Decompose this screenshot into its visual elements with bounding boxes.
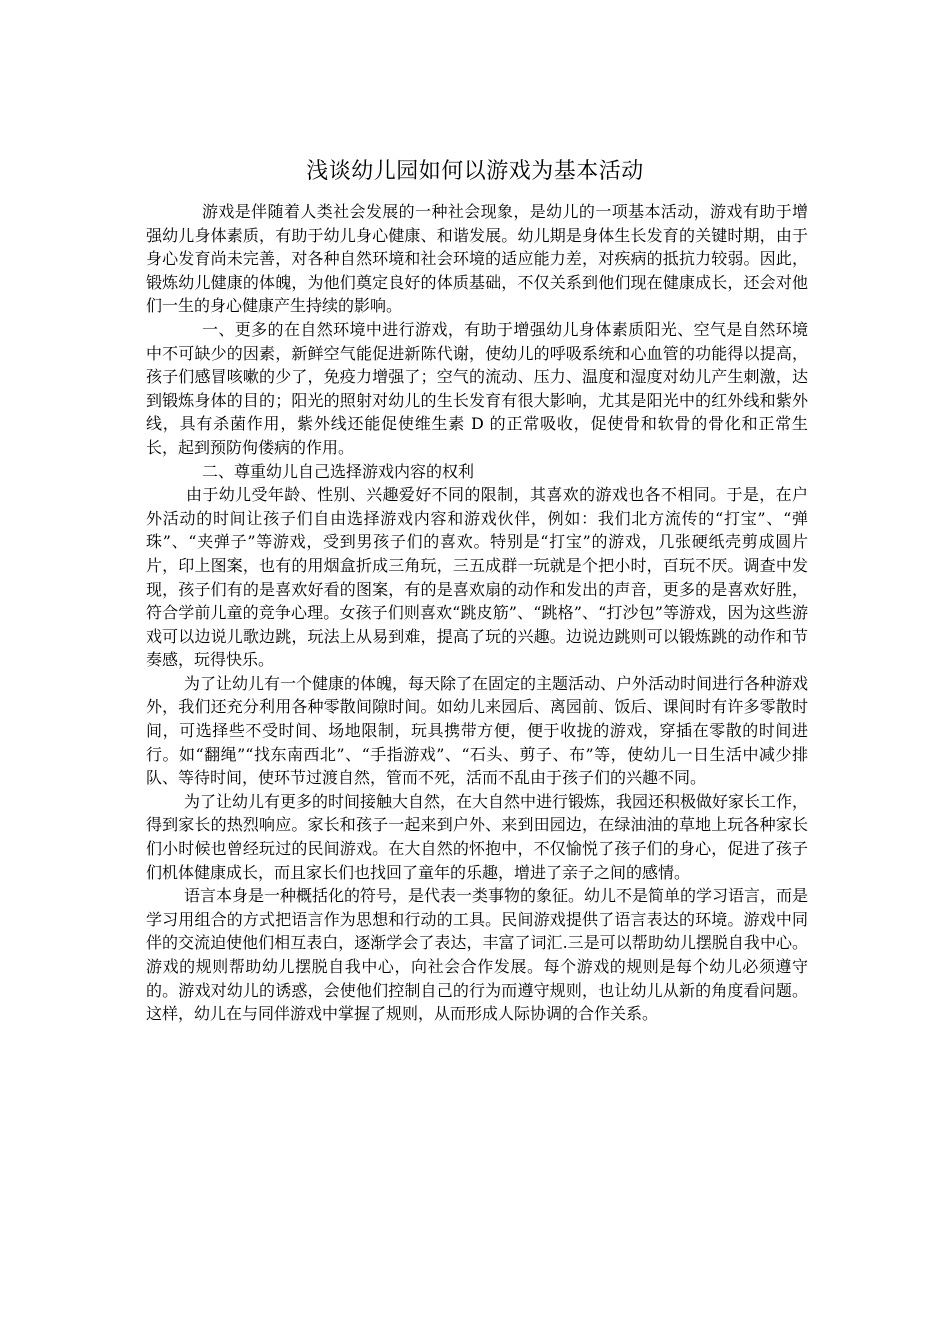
paragraph-intro: 游戏是伴随着人类社会发展的一种社会现象，是幼儿的一项基本活动，游戏有助于增强幼儿身体素质，有助于幼儿身心健康、和谐发展。幼儿期是身体生长发育的关键时期，由于身心发育尚未完善，对各种自然环境和社会环境的适应能力差，对疾病的抵抗力较弱。因此，锻炼幼儿健康的体魄，为他们奠定良好的体质基础，不仅关系到他们现在健康成长，还会对他们一生的身心健康产生持续的影响。 [146, 202, 808, 316]
paragraph-nature: 为了让幼儿有更多的时间接触大自然，在大自然中进行锻炼，我园还积极做好家长工作，得到家长的热烈响应。家长和孩子一起来到户外、来到田园边，在绿油油的草地上玩各种家长们小时候也曾经玩过的民间游戏。在大自然的怀抱中，不仅愉悦了孩子们的身心，促进了孩子们机体健康成长，而且家长们也找回了童年的乐趣，增进了亲子之间的感情。 [146, 791, 809, 882]
document-title: 浅谈幼儿园如何以游戏为基本活动 [306, 159, 644, 184]
paragraph-game-choice: 由于幼儿受年龄、性别、兴趣爱好不同的限制，其喜欢的游戏也各不相同。于是，在户外活动的时间让孩子们自由选择游戏内容和游戏伙伴，例如：我们北方流传的“打宝”、“弹珠”、“夹弹子”等游戏，受到男孩子们的喜欢。特别是“打宝”的游戏，几张硬纸壳剪成圆片片，印上图案，也有的用烟盒折成三角玩，三五成群一玩就是个把小时，百玩不厌。调查中发现，孩子们有的是喜欢好看的图案，有的是喜欢扇的动作和发出的声音，更多的是喜欢好胜，符合学前儿童的竞争心理。女孩子们则喜欢“跳皮筋”、“跳格”、“打沙包”等游戏，因为这些游戏可以边说儿歌边跳，玩法上从易到难，提高了玩的兴趣。边说边跳则可以锻炼跳的动作和节奏感，玩得快乐。 [146, 485, 808, 670]
paragraph-language: 语言本身是一种概括化的符号，是代表一类事物的象征。幼儿不是简单的学习语言，而是学习用组合的方式把语言作为思想和行动的工具。民间游戏提供了语言表达的环境。游戏中同伴的交流迫使他们相互表白，逐渐学会了表达，丰富了词汇.三是可以帮助幼儿摆脱自我中心。游戏的规则帮助幼儿摆脱自我中心，向社会合作发展。每个游戏的规则是每个幼儿必须遵守的。游戏对幼儿的诱惑，会使他们控制自己的行为而遵守规则，也让幼儿从新的角度看问题。这样，幼儿在与同伴游戏中掌握了规则，从而形成人际协调的合作关系。 [146, 886, 809, 1024]
paragraph-section-one: 一、更多的在自然环境中进行游戏，有助于增强幼儿身体素质阳光、空气是自然环境中不可缺少的因素，新鲜空气能促进新陈代谢，使幼儿的呼吸系统和心血管的功能得以提高，孩子们感冒咳嗽的少了，免疫力增强了；空气的流动、压力、温度和湿度对幼儿产生刺激，达到锻炼身体的目的；阳光的照射对幼儿的生长发育有很大影响，尤其是阳光中的红外线和紫外线，具有杀菌作用，紫外线还能促使维生素 D 的正常吸收，促使骨和软骨的骨化和正常生长，起到预防佝偻病的作用。 [146, 319, 808, 457]
section-heading-two: 二、尊重幼儿自己选择游戏内容的权利 [202, 461, 475, 481]
paragraph-spare-time: 为了让幼儿有一个健康的体魄，每天除了在固定的主题活动、户外活动时间进行各种游戏外，我们还充分利用各种零散间隙时间。如幼儿来园后、离园前、饭后、课间时有许多零散时间，可选择些不受时间、场地限制，玩具携带方便，便于收拢的游戏，穿插在零散的时间进行。如“翻绳”“找东南西北”、“手指游戏”、“石头、剪子、布”等，使幼儿一日生活中减少排队、等待时间，使环节过渡自然，管而不死，活而不乱由于孩子们的兴趣不同。 [146, 673, 809, 788]
document-body [146, 200, 808, 1026]
